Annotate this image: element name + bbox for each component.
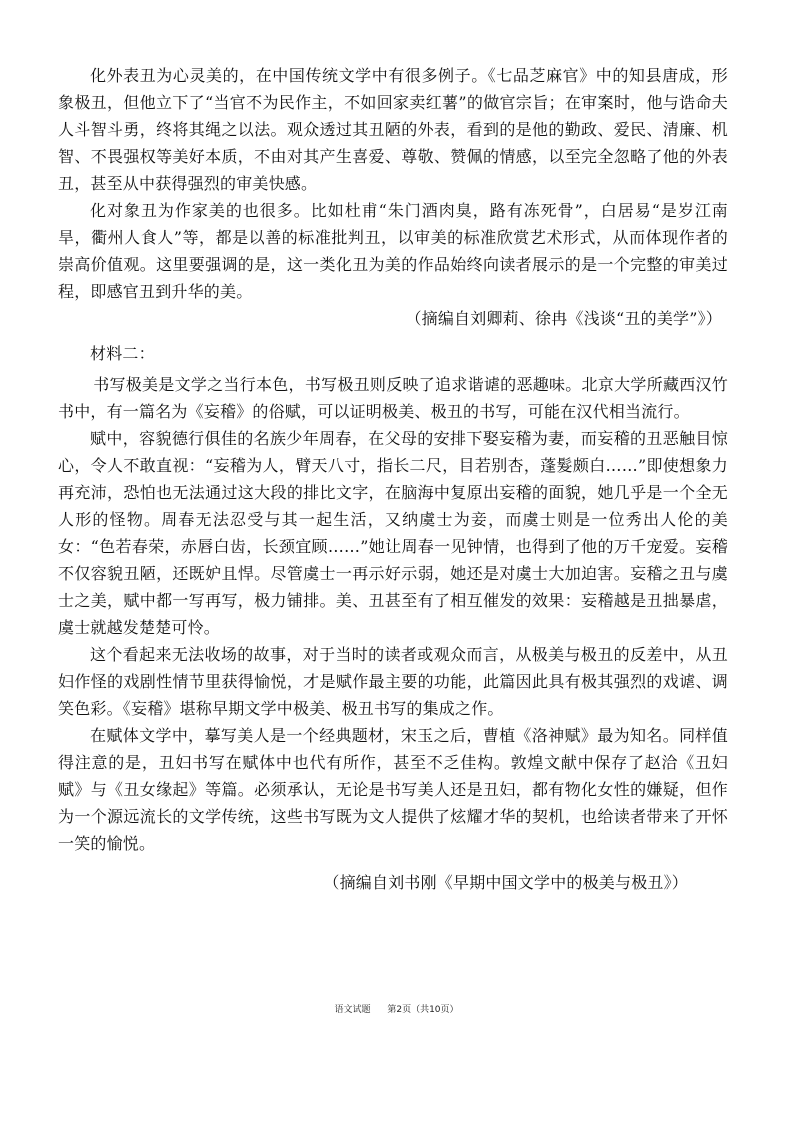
source-citation-2: （摘编自刘书刚《早期中国文学中的极美与极丑》） — [323, 873, 688, 892]
document-body — [58, 62, 728, 896]
paragraph-ugly-object: 化对象丑为作家美的也很多。比如杜甫“朱门酒肉臭，路有冻死骨”，白居易“是岁江南旱，衢州人食人”等，都是以善的标准批判丑，以审美的标准欣赏艺术形式，从而体现作者的崇高价值观。这里要强调的是，这一类化丑为美的作品始终向读者展示的是一个完整的审美过程，即感官丑到升华的美。 — [58, 201, 728, 301]
paragraph-story-function: 这个看起来无法收场的故事，对于当时的读者或观众而言，从极美与极丑的反差中，从丑妇作怪的戏剧性情节里获得愉悦，才是赋作最主要的功能，此篇因此具有极其强烈的戏谑、调笑色彩。《妄稽》堪称早期文学中极美、极丑书写的集成之作。 — [58, 645, 728, 718]
page-footer — [0, 1004, 793, 1016]
material-two-label: 材料二： — [90, 344, 155, 363]
source-citation-1: （摘编自刘卿莉、徐冉《浅谈“丑的美学”》） — [405, 309, 722, 328]
paragraph-fu-tradition: 在赋体文学中，摹写美人是一个经典题材，宋玉之后，曹植《洛神赋》最为知名。同样值得注意的是，丑妇书写在赋体中也代有所作，甚至不乏佳构。敦煌文献中保存了赵洽《丑妇赋》与《丑女缘起》等篇。必须承认，无论是书写美人还是丑妇，都有物化女性的嫌疑，但作为一个源远流长的文学传统，这些书写既为文人提供了炫耀才华的契机，也给读者带来了开怀一笑的愉悦。 — [58, 726, 728, 853]
footer-page-number: 第2页（共10页） — [387, 1005, 459, 1015]
paragraph-wangji-story: 赋中，容貌德行俱佳的名族少年周春，在父母的安排下娶妄稽为妻，而妄稽的丑恶触目惊心，令人不敢直视：“妄稽为人，臂天八寸，指长二尺，目若别杏，蓬髮颇白……”即使想象力再充沛，恐怕也无法通过这大段的排比文字，在脑海中复原出妄稽的面貌，她几乎是一个全无人形的怪物。周春无法忍受与其一起生活，又纳虞士为妾，而虞士则是一位秀出人伦的美女：“色若春荣，赤唇白齿，长颈宜顾……”她让周春一见钟情，也得到了他的万千宠爱。妄稽不仅容貌丑陋，还既妒且悍。尽管虞士一再示好示弱，她还是对虞士大加迫害。妄稽之丑与虞士之美，赋中都一写再写，极力铺排。美、丑甚至有了相互催发的效果：妄稽越是丑拙暴虐，虞士就越发楚楚可怜。 — [58, 429, 728, 637]
footer-subject: 语文试题 — [334, 1005, 371, 1015]
paragraph-beauty-ugliness: 书写极美是文学之当行本色，书写极丑则反映了追求谐谑的恶趣味。北京大学所藏西汉竹书中，有一篇名为《妄稽》的俗赋，可以证明极美、极丑的书写，可能在汉代相当流行。 — [58, 375, 728, 421]
paragraph-ugly-appearance: 化外表丑为心灵美的，在中国传统文学中有很多例子。《七品芝麻官》中的知县唐成，形象极丑，但他立下了“当官不为民作主，不如回家卖红薯”的做官宗旨；在审案时，他与诰命夫人斗智斗勇，终将其绳之以法。观众透过其丑陋的外表，看到的是他的勤政、爱民、清廉、机智、不畏强权等美好本质，不由对其产生喜爱、尊敬、赞佩的情感，以至完全忽略了他的外表丑，甚至从中获得强烈的审美快感。 — [58, 66, 728, 193]
